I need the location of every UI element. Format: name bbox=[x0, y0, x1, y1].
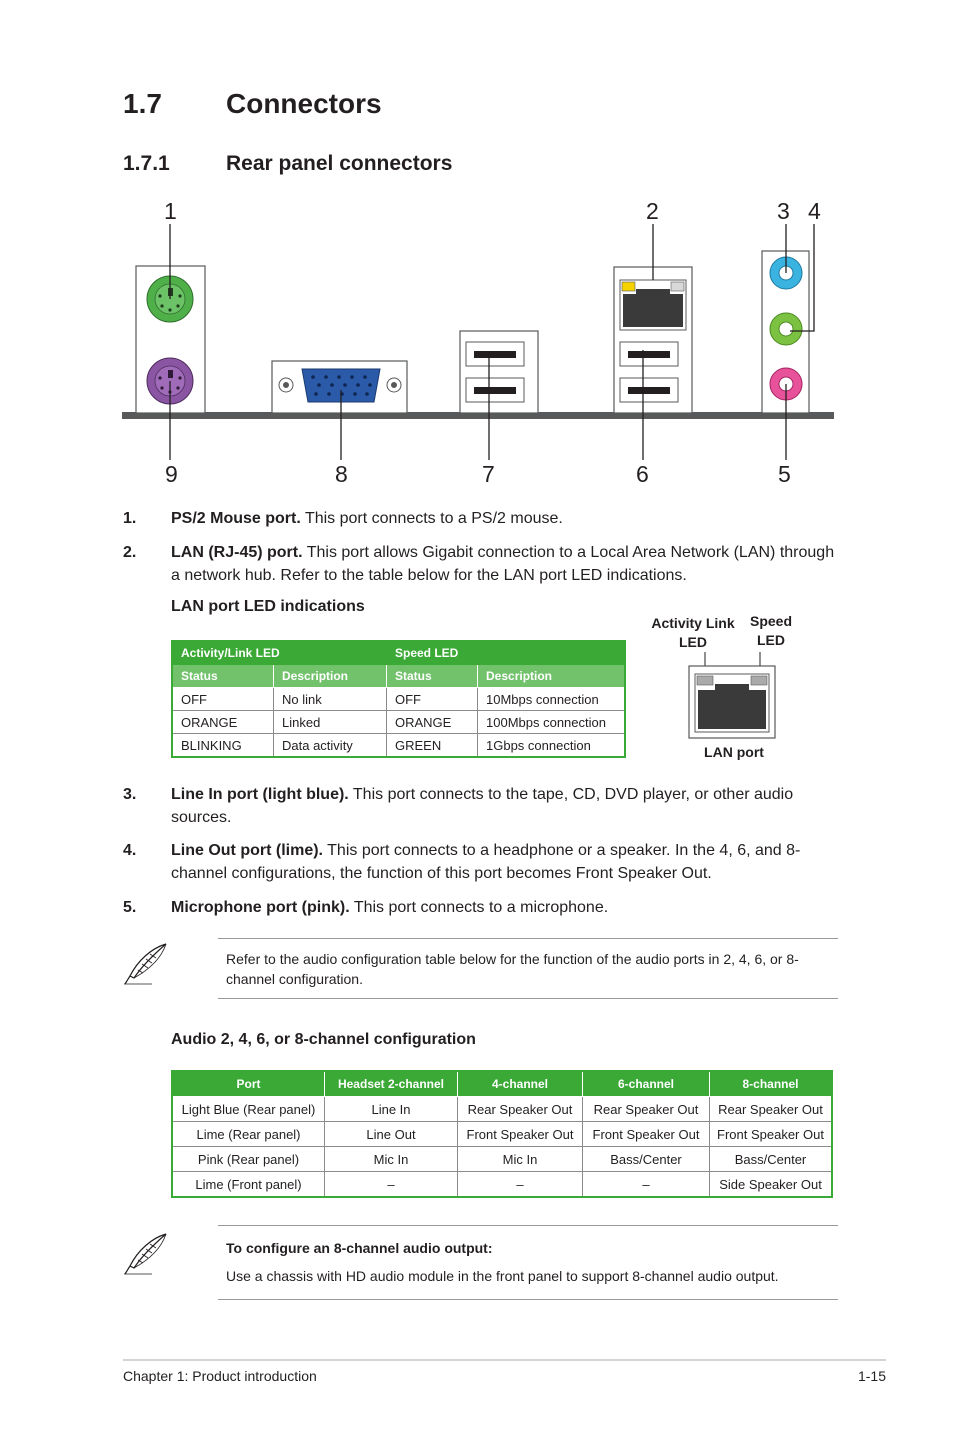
footer-chapter: Chapter 1: Product introduction bbox=[123, 1368, 317, 1384]
table-cell: ORANGE bbox=[172, 711, 274, 734]
callout-2: 2 bbox=[646, 198, 659, 224]
table-header: Port bbox=[172, 1071, 325, 1097]
table-cell: Line In bbox=[325, 1097, 458, 1122]
audio-config-table bbox=[171, 1070, 833, 1198]
table-cell: Rear Speaker Out bbox=[583, 1097, 710, 1122]
table-header: Status bbox=[172, 665, 274, 688]
table-header: Status bbox=[387, 665, 478, 688]
table-row bbox=[172, 1147, 832, 1172]
footer-divider bbox=[123, 1359, 886, 1361]
table-cell: Mic In bbox=[325, 1147, 458, 1172]
note-box bbox=[218, 938, 838, 999]
table-cell: Front Speaker Out bbox=[583, 1122, 710, 1147]
table-cell: OFF bbox=[172, 688, 274, 711]
table-row bbox=[172, 1122, 832, 1147]
callout-3: 3 bbox=[777, 198, 790, 224]
note-feather-icon bbox=[122, 1232, 170, 1276]
callout-8: 8 bbox=[335, 461, 348, 487]
item-number: 3. bbox=[123, 786, 137, 803]
page-number: 1-15 bbox=[857, 1368, 886, 1384]
table-cell: OFF bbox=[387, 688, 478, 711]
table-header: Description bbox=[478, 665, 626, 688]
list-item bbox=[123, 896, 843, 919]
item-number: 2. bbox=[123, 544, 137, 561]
callout-1: 1 bbox=[164, 198, 177, 224]
list-item bbox=[123, 839, 843, 885]
table-group-header: Speed LED bbox=[387, 641, 626, 665]
table-cell: Pink (Rear panel) bbox=[172, 1147, 325, 1172]
table-header: 6-channel bbox=[583, 1071, 710, 1097]
table-header: 8-channel bbox=[710, 1071, 833, 1097]
item-number: 1. bbox=[123, 510, 137, 527]
table-cell: Bass/Center bbox=[583, 1147, 710, 1172]
table-row bbox=[172, 1097, 832, 1122]
table-cell: Lime (Rear panel) bbox=[172, 1122, 325, 1147]
table-header: Description bbox=[274, 665, 387, 688]
list-item bbox=[123, 541, 843, 587]
table-cell: 10Mbps connection bbox=[478, 688, 626, 711]
note-title: To configure an 8-channel audio output: bbox=[226, 1240, 493, 1256]
table-cell: – bbox=[583, 1172, 710, 1198]
table-header: Headset 2-channel bbox=[325, 1071, 458, 1097]
lan-port-label: LAN port bbox=[704, 744, 764, 760]
section-title: Connectors bbox=[226, 88, 382, 119]
item-title: Line In port (light blue). bbox=[171, 786, 349, 803]
table-cell: Linked bbox=[274, 711, 387, 734]
table-cell: 100Mbps connection bbox=[478, 711, 626, 734]
rear-panel-diagram bbox=[0, 0, 954, 500]
item-text: This port connects to the tape, CD, DVD player, or other audio sources. bbox=[171, 786, 794, 826]
table-cell: BLINKING bbox=[172, 734, 274, 758]
note-text: Refer to the audio configuration table below for the function of the audio ports in 2, 4, 6, or 8-channel configuration. bbox=[226, 951, 799, 987]
table-cell: No link bbox=[274, 688, 387, 711]
table-cell: Light Blue (Rear panel) bbox=[172, 1097, 325, 1122]
table-cell: Rear Speaker Out bbox=[710, 1097, 833, 1122]
callout-5: 5 bbox=[778, 461, 791, 487]
item-title: Microphone port (pink). bbox=[171, 899, 350, 916]
item-text: This port connects to a headphone or a speaker. In the 4, 6, and 8-channel configurations, the function of this port becomes Front Speaker Out. bbox=[171, 842, 801, 882]
speed-led-label: Speed LED bbox=[749, 613, 792, 648]
note-feather-icon bbox=[122, 942, 170, 986]
table-cell: 1Gbps connection bbox=[478, 734, 626, 758]
item-text: This port connects to a microphone. bbox=[349, 899, 609, 916]
callout-4: 4 bbox=[808, 198, 821, 224]
table-cell: ORANGE bbox=[387, 711, 478, 734]
list-item bbox=[123, 507, 843, 530]
table-row bbox=[172, 688, 625, 711]
table-cell: Front Speaker Out bbox=[458, 1122, 583, 1147]
table-cell: – bbox=[325, 1172, 458, 1198]
lan-port-figure bbox=[688, 650, 778, 742]
table-row bbox=[172, 1172, 832, 1198]
item-title: Line Out port (lime). bbox=[171, 842, 323, 859]
subsection-number: 1.7.1 bbox=[123, 152, 170, 175]
item-text: This port allows Gigabit connection to a Local Area Network (LAN) through a network hub. Refer to the table below for the LAN port LED indications. bbox=[171, 544, 835, 584]
activity-link-led-label: Activity Link LED bbox=[651, 615, 735, 650]
table-cell: Side Speaker Out bbox=[710, 1172, 833, 1198]
table-cell: Data activity bbox=[274, 734, 387, 758]
table-cell: GREEN bbox=[387, 734, 478, 758]
list-item bbox=[123, 783, 843, 829]
item-number: 4. bbox=[123, 842, 137, 859]
audio-heading: Audio 2, 4, 6, or 8-channel configuration bbox=[171, 1031, 476, 1048]
table-cell: Mic In bbox=[458, 1147, 583, 1172]
section-number: 1.7 bbox=[123, 88, 162, 119]
table-group-header: Activity/Link LED bbox=[172, 641, 387, 665]
subsection-title: Rear panel connectors bbox=[226, 152, 453, 175]
table-cell: Rear Speaker Out bbox=[458, 1097, 583, 1122]
lan-heading: LAN port LED indications bbox=[171, 598, 365, 615]
table-row bbox=[172, 711, 625, 734]
lan-led-table bbox=[171, 640, 626, 758]
table-row bbox=[172, 734, 625, 758]
note-text: Use a chassis with HD audio module in the front panel to support 8-channel audio output. bbox=[226, 1268, 779, 1284]
table-cell: Bass/Center bbox=[710, 1147, 833, 1172]
callout-7: 7 bbox=[482, 461, 495, 487]
table-cell: – bbox=[458, 1172, 583, 1198]
callout-6: 6 bbox=[636, 461, 649, 487]
item-number: 5. bbox=[123, 899, 137, 916]
table-cell: Lime (Front panel) bbox=[172, 1172, 325, 1198]
item-title: PS/2 Mouse port. bbox=[171, 510, 301, 527]
table-header: 4-channel bbox=[458, 1071, 583, 1097]
table-cell: Line Out bbox=[325, 1122, 458, 1147]
item-title: LAN (RJ-45) port. bbox=[171, 544, 303, 561]
callout-9: 9 bbox=[165, 461, 178, 487]
table-cell: Front Speaker Out bbox=[710, 1122, 833, 1147]
item-text: This port connects to a PS/2 mouse. bbox=[300, 510, 563, 527]
note-box bbox=[218, 1225, 838, 1300]
